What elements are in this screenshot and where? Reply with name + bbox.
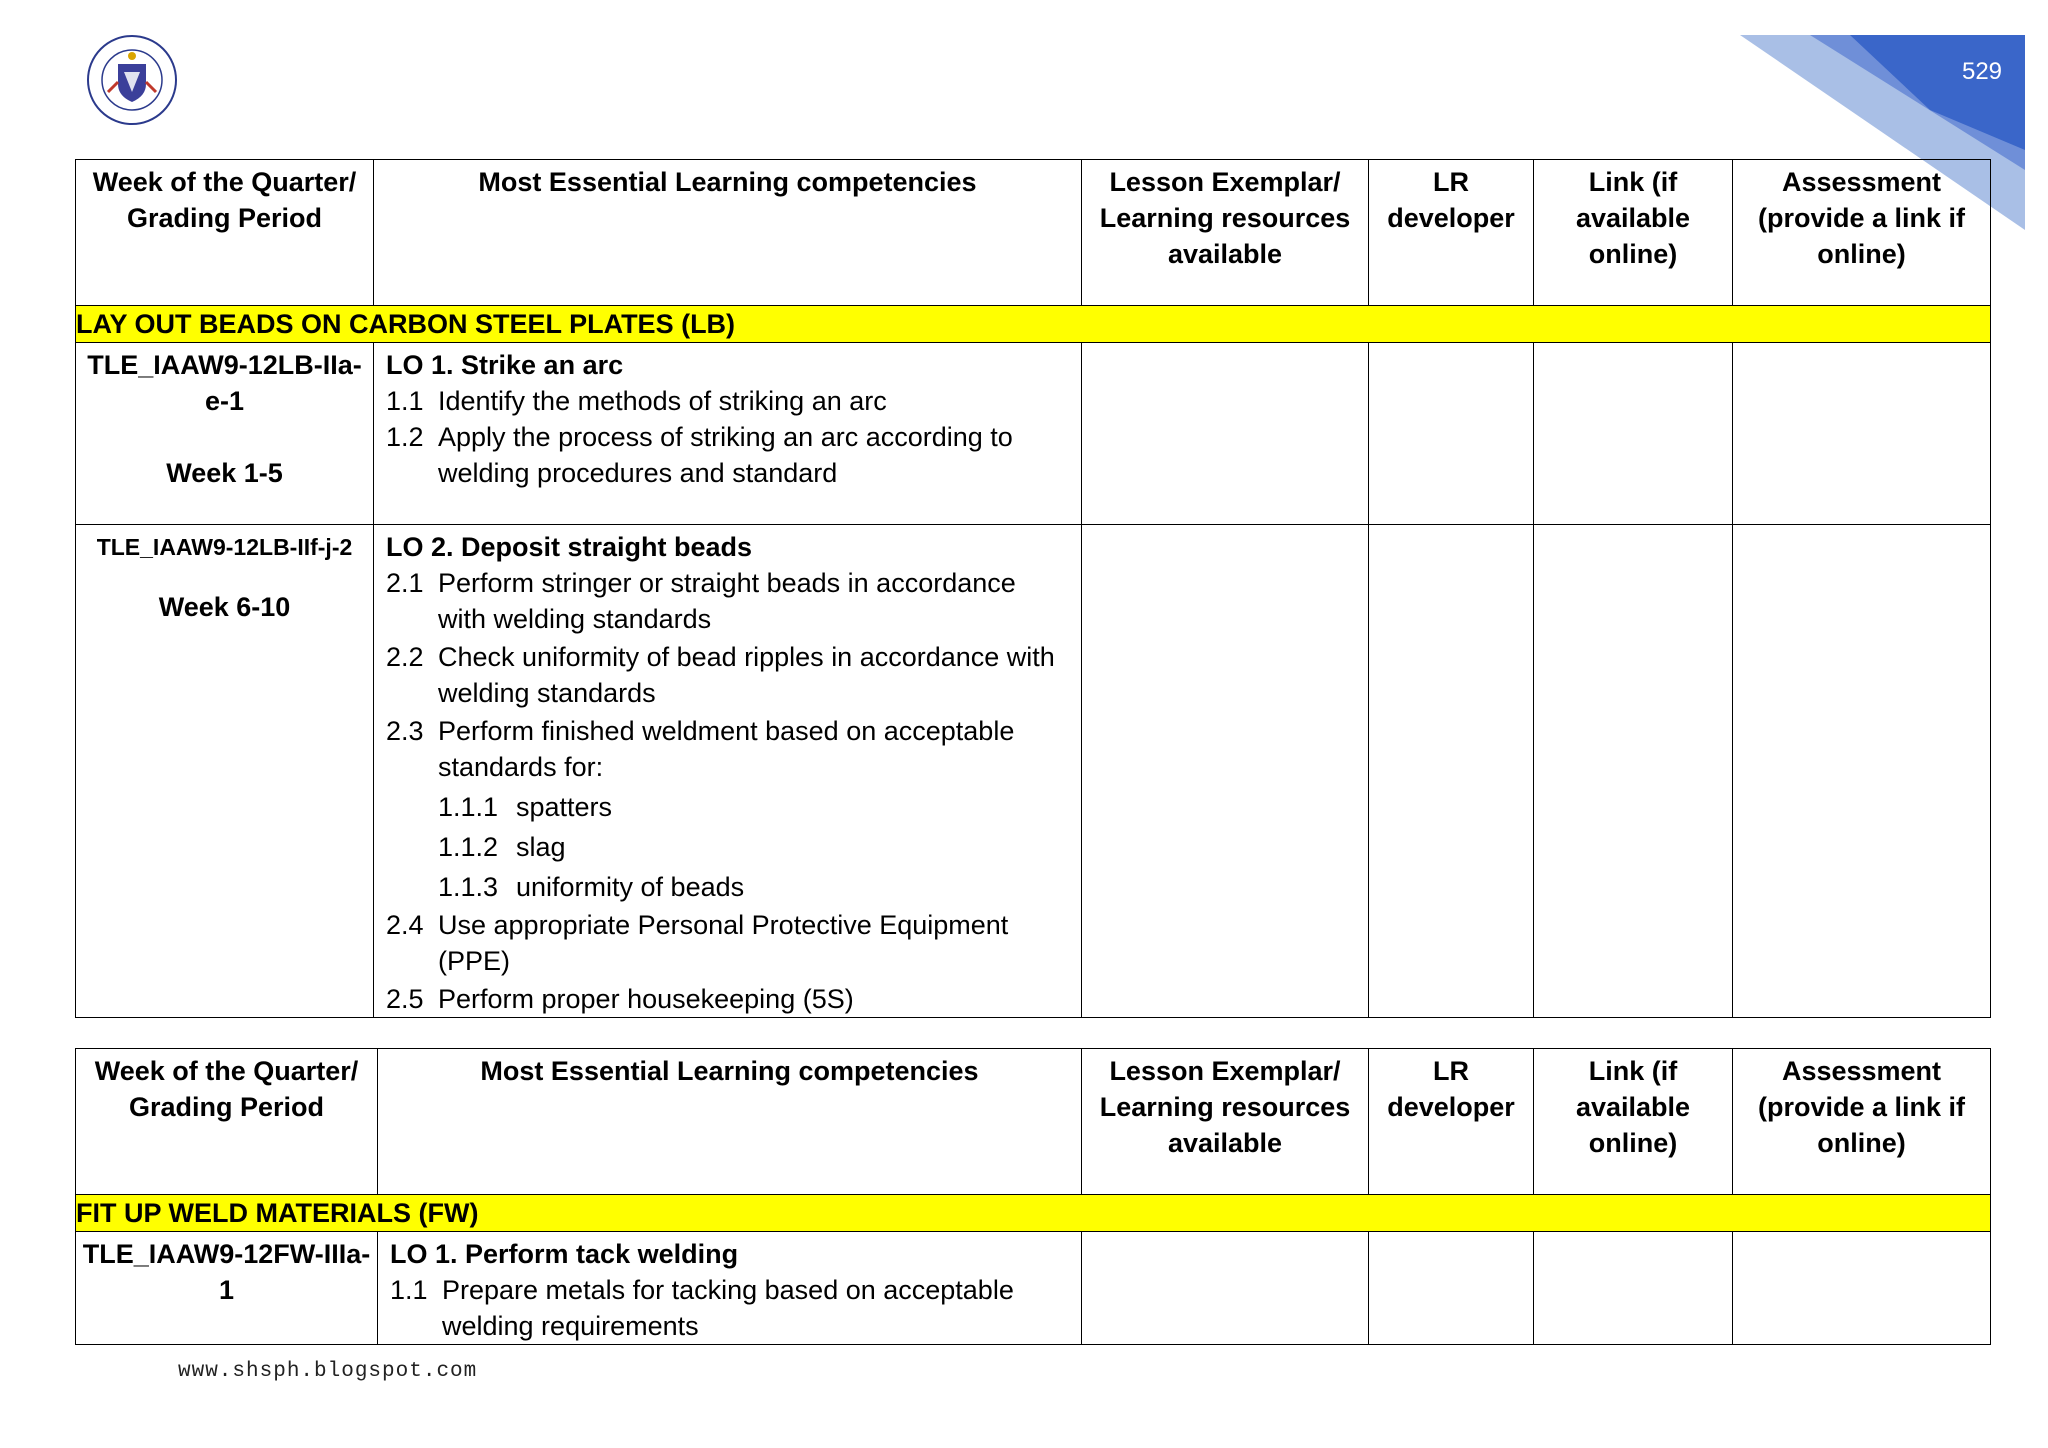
lesson-exemplar-cell [1082,1232,1369,1345]
item-text: Perform finished weldment based on acceptable standards for: [438,716,1015,782]
section-band [76,306,1991,343]
item-text: slag [516,832,566,862]
header-week: Week of the Quarter/ Grading Period [76,160,374,306]
list-item [386,565,1071,637]
item-number: 1.1.2 [438,832,499,862]
week-cell [76,343,374,525]
header-melc: Most Essential Learning competencies [378,1049,1082,1195]
item-number: 2.5 [386,984,424,1014]
lesson-exemplar-cell [1082,343,1369,525]
table-header-row [76,160,1991,306]
lesson-exemplar-cell [1082,525,1369,1018]
competency-cell [374,343,1082,525]
header-lesson-exemplar: Lesson Exemplar/ Learning resources available [1082,160,1369,306]
week-label: Week 1-5 [166,458,283,488]
learning-outcome: LO 1. Perform tack welding [390,1239,739,1269]
competency-code: TLE_IAAW9-12LB-IIa-e-1 [87,350,362,416]
item-text: Apply the process of striking an arc according to welding procedures and standard [438,422,1013,488]
list-item [386,419,1071,491]
header-lr-developer: LR developer [1369,160,1534,306]
link-cell [1534,525,1733,1018]
list-item [386,713,1071,785]
deped-seal-logo [86,34,178,126]
assessment-cell [1733,343,1991,525]
competency-table-lb [75,159,1991,1018]
competency-cell [374,525,1082,1018]
table-row [76,1232,1991,1345]
competency-code: TLE_IAAW9-12FW-IIIa-1 [82,1239,371,1305]
item-text: Check uniformity of bead ripples in accordance with welding standards [438,642,1055,708]
competency-code: TLE_IAAW9-12LB-IIf-j-2 [96,534,353,560]
week-label: Week 6-10 [158,592,291,622]
list-item [386,383,1071,419]
header-melc: Most Essential Learning competencies [374,160,1082,306]
item-number: 2.1 [386,568,424,598]
sub-list-item [386,869,1071,905]
item-text: Prepare metals for tacking based on acceptable welding requirements [442,1275,1014,1341]
item-text: spatters [516,792,613,822]
learning-outcome: LO 1. Strike an arc [386,350,624,380]
header-assessment: Assessment (provide a link if online) [1733,160,1991,306]
header-week: Week of the Quarter/ Grading Period [76,1049,378,1195]
item-text: Identify the methods of striking an arc [438,386,887,416]
assessment-cell [1733,525,1991,1018]
header-link: Link (if available online) [1534,1049,1733,1195]
sub-list-item [386,789,1071,825]
week-cell [76,525,374,1018]
item-text: uniformity of beads [516,872,745,902]
deped-seal-icon [86,34,178,126]
section-title: FIT UP WELD MATERIALS (FW) [76,1195,1991,1232]
item-number: 1.1 [390,1275,428,1305]
header-link: Link (if available online) [1534,160,1733,306]
lr-developer-cell [1369,343,1534,525]
section-band [76,1195,1991,1232]
competency-cell [378,1232,1082,1345]
item-number: 1.1.1 [438,792,499,822]
item-number: 1.2 [386,422,424,452]
link-cell [1534,1232,1733,1345]
list-item [386,981,1071,1017]
week-cell [76,1232,378,1345]
item-text: Use appropriate Personal Protective Equipment (PPE) [438,910,1009,976]
table-row [76,343,1991,525]
table-header-row [76,1049,1991,1195]
item-number: 2.4 [386,910,424,940]
header-lr-developer: LR developer [1369,1049,1534,1195]
item-number: 1.1 [386,386,424,416]
item-number: 1.1.3 [438,872,499,902]
competency-table-fw [75,1048,1991,1345]
item-text: Perform proper housekeeping (5S) [438,984,854,1014]
footer-url: www.shsph.blogspot.com [178,1360,478,1383]
header-lesson-exemplar: Lesson Exemplar/ Learning resources available [1082,1049,1369,1195]
sub-list-item [386,829,1071,865]
lr-developer-cell [1369,1232,1534,1345]
section-title: LAY OUT BEADS ON CARBON STEEL PLATES (LB) [76,306,1991,343]
item-text: Perform stringer or straight beads in accordance with welding standards [438,568,1016,634]
assessment-cell [1733,1232,1991,1345]
lr-developer-cell [1369,525,1534,1018]
page-number: 529 [1961,58,2003,85]
list-item [386,639,1071,711]
list-item [390,1272,1071,1344]
table-row [76,525,1991,1018]
list-item [386,907,1071,979]
header-assessment: Assessment (provide a link if online) [1733,1049,1991,1195]
item-number: 2.2 [386,642,424,672]
item-number: 2.3 [386,716,424,746]
learning-outcome: LO 2. Deposit straight beads [386,532,753,562]
link-cell [1534,343,1733,525]
